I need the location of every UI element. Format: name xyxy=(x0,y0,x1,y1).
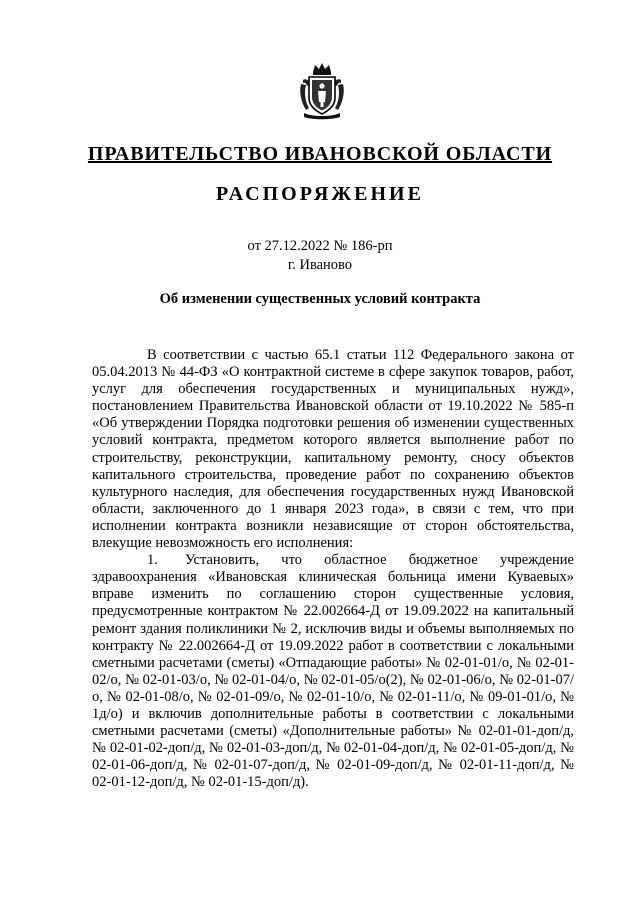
item-1-paragraph xyxy=(92,552,574,791)
preamble-paragraph: В соответствии с частью 65.1 статьи 112 Федерального закона от 05.04.2013 № 44-ФЗ «О контрактной системе в сфере закупок товаров, работ, услуг для обеспечения государственных и муниципальных нужд», постановлением Правительства Ивановской области от 19.10.2022 № 585-п «Об утверждении Порядка подготовки решения об изменении существенных условий контракта, предметом которого является выполнение работ по строительству, реконструкции, капитальному ремонту, сносу объектов капитального строительства, проведение работ по сохранению объектов культурного наследия, для обеспечения государственных нужд Ивановской области, заключенного до 1 января 2023 года», в связи с тем, что при исполнении контракта возникли независящие от сторон обстоятельства, влекущие невозможность его исполнения: xyxy=(92,347,574,552)
document-date-number: от 27.12.2022 № 186-рп xyxy=(247,238,393,254)
document-type: РАСПОРЯЖЕНИЕ xyxy=(216,183,424,205)
document-subject: Об изменении существенных условий контракта xyxy=(159,291,481,307)
organization-title: ПРАВИТЕЛЬСТВО ИВАНОВСКОЙ ОБЛАСТИ xyxy=(87,143,553,165)
coat-of-arms-icon xyxy=(298,62,346,120)
document-body xyxy=(92,347,574,791)
item-1-text: Установить, что областное бюджетное учреждение здравоохранения «Ивановская клиническая больница имени Куваевых» вправе изменить по соглашению сторон существенные условия, предусмотренные контрактом № 22.002664-Д от 19.09.2022 на капитальный ремонт здания поликлиники № 2, исключив виды и объемы выполняемых по контракту № 22.002664-Д от 19.09.2022 работ в соответствии с локальными сметными расчетами (сметы) «Отпадающие работы» № 02-01-01/о, № 02-01-02/о, № 02-01-03/о, № 02-01-04/о, № 02-01-05/о(2), № 02-01-06/о, № 02-01-07/о, № 02-01-08/о, № 02-01-09/о, № 02-01-10/о, № 02-01-11/о, № 09-01-01/о, № 1д/о) и включив дополнительные работы в соответствии с локальными сметными расчетами (сметы) «Дополнительные работы» № 02-01-01-доп/д, № 02-01-02-доп/д, № 02-01-03-доп/д, № 02-01-04-доп/д, № 02-01-05-доп/д, № 02-01-06-доп/д, № 02-01-07-доп/д, № 02-01-09-доп/д, № 02-01-11-доп/д, № 02-01-12-доп/д, № 02-01-15-доп/д). xyxy=(92,552,574,791)
item-1-number: 1. xyxy=(147,552,158,569)
document-city: г. Иваново xyxy=(287,257,353,273)
